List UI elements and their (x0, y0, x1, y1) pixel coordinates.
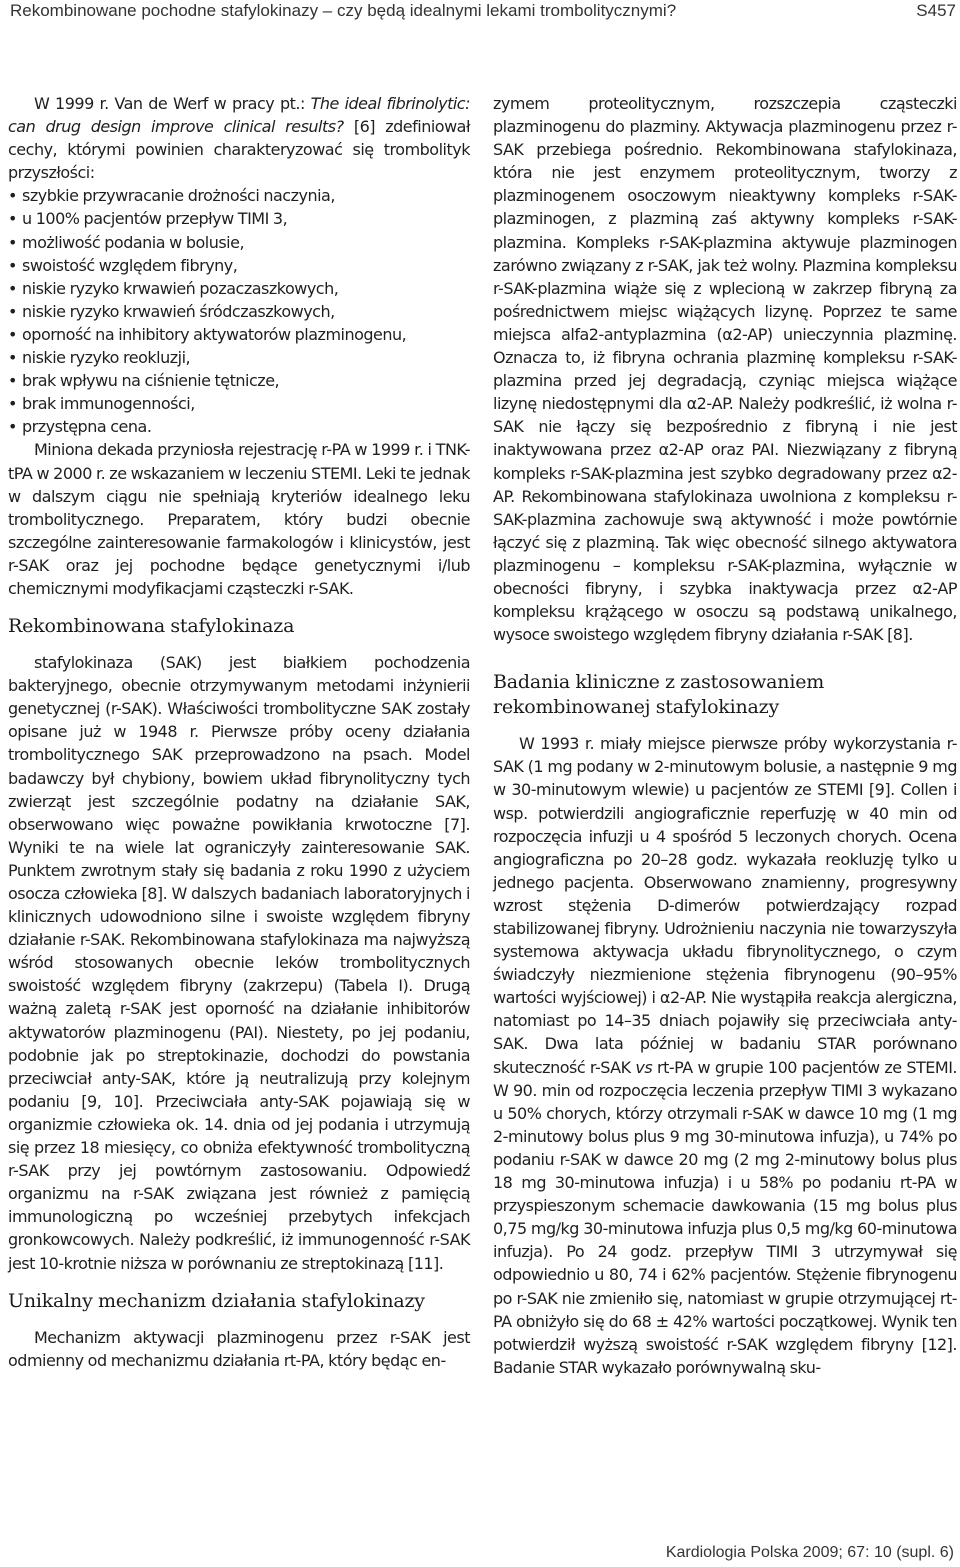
running-header (10, 0, 960, 24)
list-item: • niskie ryzyko krwawień pozaczaszkowych, (8, 277, 470, 300)
intro-paragraph (8, 92, 470, 184)
mechanism-paragraph: Mechanizm aktywacji plazminogenu przez r-SAK jest odmienny od mechanizmu działania rt-PA, który będąc en- (8, 1327, 470, 1370)
list-item: • szybkie przywracanie drożności naczynia, (8, 184, 470, 207)
cited-paper-title: The ideal fibrinolytic: can drug design improve clinical results? (8, 94, 470, 137)
list-item: • oporność na inhibitory aktywatorów plazminogenu, (8, 323, 470, 346)
list-item: • niskie ryzyko reokluzji, (8, 346, 470, 369)
list-item: • możliwość podania w bolusie, (8, 231, 470, 254)
list-item: • przystępna cena. (8, 415, 470, 438)
section-heading-rsak: Rekombinowana stafylokinaza (8, 615, 295, 638)
left-column (8, 92, 470, 1372)
intro-text-after: [6] zdefiniował cechy, którymi powinien charakteryzować się trombolityk przyszłości: (8, 117, 471, 183)
list-item: • brak wpływu na ciśnienie tętnicze, (8, 369, 470, 392)
versus-abbreviation: vs (635, 1057, 653, 1077)
decade-paragraph: Miniona dekada przyniosła rejestrację r-PA w 1999 r. i TNK-tPA w 2000 r. ze wskazaniem w leczeniu STEMI. Leki te jednak w dalszym ciągu nie spełniają kryteriów idealnego leku trombolitycznego. Preparatem, który budzi obecnie szczególne zainteresowanie farmakologów i klinicystów, jest r-SAK oraz jej pochodne będące genetycznymi i/lub chemicznymi modyfikacjami cząsteczki r-SAK. (8, 440, 470, 598)
list-item: • niskie ryzyko krwawień śródczaszkowych, (8, 300, 470, 323)
mechanism-paragraph-continued: zymem proteolitycznym, rozszczepia cząsteczki plazminogenu do plazminy. Aktywacja plazminogenu przez r-SAK przebiega pośrednio. Rekombinowana stafylokinaza, która nie jest enzymem proteolitycznym, tworzy z plazminogenem osoczowym nieaktywny kompleks r-SAK-plazminogen, z plazminą zaś aktywny kompleks r-SAK-plazmina. Kompleks r-SAK-plazmina aktywuje plazminogen zarówno związany z r-SAK, jak też wolny. Plazmina kompleksu r-SAK-plazmina wiąże się z wplecioną w zakrzep fibryną za pośrednictwem miejsc wiążących lizynę. Poprzez te same miejsca alfa2-antyplazmina (α2-AP) unieczynnia plazminę. Oznacza to, iż fibryna ochrania plazminę kompleksu r-SAK-plazmina przed jej degradacją, czyniąc miejsca wiążące lizynę niedostępnymi dla α2-AP. Należy podkreślić, iż wolna r-SAK nie łączy się bezpośrednio z fibryną i nie jest inaktywowana przez α2-AP oraz PAI. Niezwiązany z fibryną kompleks r-SAK-plazmina jest szybko degradowany przez α2-AP. Rekombinowana stafylokinaza uwolniona z kompleksu r-SAK-plazmina zachowuje swą aktywność i może powtórnie łączyć się z plazminą. Tak więc obecność silnego aktywatora plazminogenu – kompleksu r-SAK-plazmina, wyłącznie w obecności fibryny, i szybka inaktywacja przez α2-AP kompleksu krążącego w osoczu są podstawą unikalnego, wysoce swoistego względem fibryny działania r-SAK [8]. (493, 94, 957, 645)
rsak-paragraph: stafylokinaza (SAK) jest białkiem pochodzenia bakteryjnego, obecnie otrzymywanym metodami inżynierii genetycznej (r-SAK). Właściwości trombolityczne SAK zostały opisane już w 1948 r. Pierwsze próby oceny działania trombolitycznego SAK przeprowadzono na psach. Model badawczy był chybiony, bowiem układ fibrynolityczny tych zwierząt jest szczególnie podatny na działanie SAK, obserwowano więc poważne powikłania krwotoczne [7]. Wyniki te na wiele lat ograniczyły zainteresowanie SAK. Punktem zwrotnym stały się badania z roku 1990 z użyciem osocza człowieka [8]. W dalszych badaniach laboratoryjnych i klinicznych udowodniono silne i swoiste względem fibryny działanie r-SAK. Rekombinowana stafylokinaza ma najwyższą wśród stosowanych obecnie leków trombolitycznych swoistość względem fibryny (zakrzepu) (Tabela I). Drugą ważną zaletą r-SAK jest oporność na działanie inhibitorów aktywatorów plazminogenu (PAI). Niestety, po jej podaniu, podobnie jak po streptokinazie, dochodzi do powstania przeciwciał anty-SAK, które ją neutralizują przy kolejnym podaniu [9, 10]. Przeciwciała anty-SAK pojawiają się w organizmie człowieka ok. 14. dnia od jej podania i utrzymują się przez 18 miesięcy, co obniża efektywność trombolityczną r-SAK przy jej powtórnym zastosowaniu. Odpowiedź organizmu na r-SAK związana jest również z pamięcią immunologiczną po wcześniej przebytych infekcjach gronkowcowych. Należy podkreślić, iż immunogenność r-SAK jest 10-krotnie niższa w porównaniu ze streptokinazą [11]. (8, 653, 470, 1273)
list-item: • swoistość względem fibryny, (8, 254, 470, 277)
right-column (493, 92, 957, 1379)
ideal-thrombolytic-criteria-list (8, 184, 470, 438)
section-heading-mechanism: Unikalny mechanizm działania stafylokinazy (8, 1289, 425, 1312)
trials-text-after: rt-PA w grupie 100 pacjentów ze STEMI. W 90. min od rozpoczęcia leczenia przepływ TIMI 3 wykazano u 50% chorych, którzy otrzymali r-SAK w dawce 10 mg (1 mg 2-minutowy bolus plus 9 mg 30-minutowa infuzja), u 74% po podaniu r-SAK w dawce 20 mg (2 mg 2-minutowy bolus plus 18 mg 30-minutowa infuzja) i u 58% po podaniu rt-PA w przyspieszonym schemacie dawkowania (15 mg bolus plus 0,75 mg/kg 30-minutowa infuzja plus 0,5 mg/kg 60-minutowa infuzja). Po 24 godz. przepływ TIMI 3 utrzymywał się odpowiednio u 80, 74 i 62% pacjentów. Stężenie fibrynogenu po r-SAK nie zmieniło się, natomiast w grupie otrzymującej rt-PA obniżyło się do 68 ± 42% wartości początkowej. Wynik ten potwierdził wyższą swoistość r-SAK względem fibryny [12]. Badanie STAR wykazało porównywalną sku- (493, 1057, 958, 1377)
running-title: Rekombinowane pochodne stafylokinazy – czy będą idealnymi lekami trombolitycznymi? (10, 1, 677, 20)
intro-text-before: W 1999 r. Van de Werf w pracy pt.: (34, 94, 311, 113)
list-item: • u 100% pacjentów przepływ TIMI 3, (8, 207, 470, 230)
section-heading-clinical-trials: Badania kliniczne z zastosowaniem rekombinowanej stafylokinazy (493, 671, 825, 719)
trials-text-before: W 1993 r. miały miejsce pierwsze próby wykorzystania r-SAK (1 mg podany w 2-minutowym bolusie, a następnie 9 mg w 30-minutowym wlewie) u pacjentów ze STEMI [9]. Collen i wsp. potwierdzili angiograficznie reperfuzję w 40 min od rozpoczęcia infuzji u 4 spośród 5 leczonych chorych. Ocena angiograficzna po 20–28 godz. wykazała reokluzję tylko u jednego pacjenta. Obserwowano znamienny, progresywny wzrost stężenia D-dimerów potwierdzający rozpad stabilizowanej fibryny. Udrożnieniu naczynia nie towarzyszyła systemowa aktywacja układu fibrynolitycznego, o czym świadczyły niezmienione stężenia fibrynogenu (90–95% wartości wyjściowej) i α2-AP. Nie wystąpiła reakcja alergiczna, natomiast po 14–35 dniach pojawiły się przeciwciała anty-SAK. Dwa lata później w badaniu STAR porównano skuteczność r-SAK (493, 734, 957, 1077)
list-item: • brak immunogenności, (8, 392, 470, 415)
journal-citation-footer: Kardiologia Polska 2009; 67: 10 (supl. 6) (665, 1544, 954, 1561)
clinical-trials-paragraph (493, 732, 957, 1379)
page-number: S457 (916, 1, 956, 20)
